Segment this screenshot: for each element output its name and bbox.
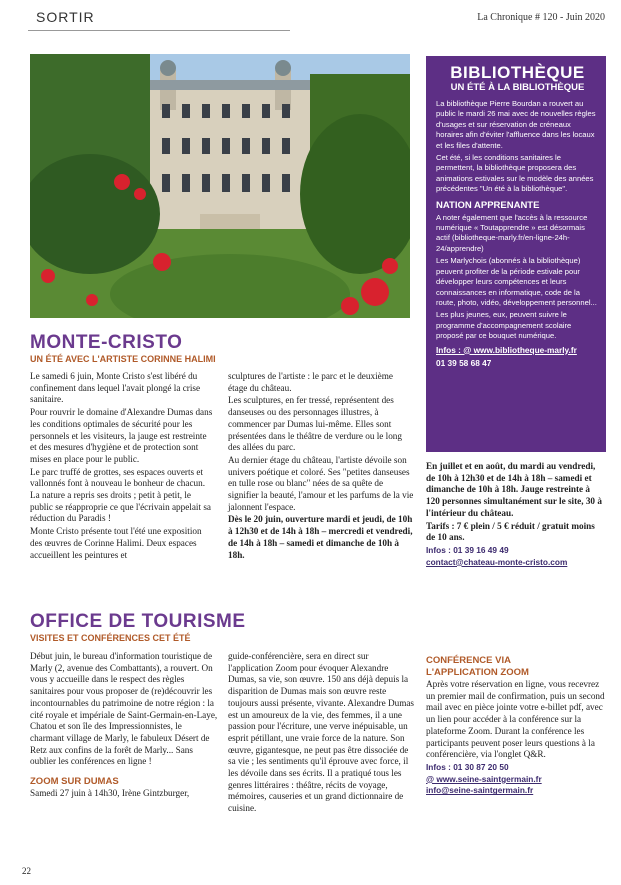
office-column-1 — [30, 651, 218, 801]
monte-cristo-column-3 — [426, 461, 606, 568]
library-paragraph: A noter également que l'accès à la ressource numérique « Toutapprendre » est désormais actif (bibliotheque-marly.fr/en-ligne-24h-24/apprendre) — [436, 212, 588, 253]
office-column-3 — [426, 655, 606, 797]
nation-apprenante-heading: NATION APPRENANTE — [436, 199, 540, 211]
article-paragraph: Le samedi 6 juin, Monte Cristo s'est libéré du confinement dans lequel l'avait plongé la crise sanitaire. — [30, 371, 201, 405]
library-phone: 01 39 58 68 47 — [436, 357, 492, 368]
office-info-phone: Infos : 01 30 87 20 50 — [426, 761, 509, 772]
article-paragraph: Monte Cristo présente tout l'été une exposition des œuvres de Corinne Halimi. Deux espaces accueillent les peintures et — [30, 526, 202, 560]
monte-cristo-column-2 — [228, 371, 414, 562]
library-paragraph: Les plus jeunes, eux, peuvent suivre le programme d'accompagnement scolaire proposé par ce bouquet numérique. — [436, 310, 572, 341]
article-paragraph: Pour rouvrir le domaine d'Alexandre Dumas dans les conditions optimales de sécurité pour les personnels et les visiteurs, la jauge est restreinte et des mesures d'hygiène et de protection sont mises en place pour le public. — [30, 407, 213, 464]
library-paragraph: Cet été, si les conditions sanitaires le permettent, la bibliothèque proposera des animations estivales sur le modèle des années précédentes "Un été à la bibliothèque". — [436, 153, 594, 194]
article-paragraph: Samedi 27 juin à 14h30, Irène Gintzburger, — [30, 788, 190, 799]
monte-cristo-email-link[interactable]: contact@chateau-monte-cristo.com — [426, 556, 568, 567]
office-email-link[interactable]: info@seine-saintgermain.fr — [426, 785, 534, 796]
article-paragraph: Les sculptures, en fer tressé, représentent des danseuses ou des personnages illustres, à commencer par Dumas lui-même. Elles sont présentées dans le théâtre de verdure ou le long des allées du parc. — [228, 395, 402, 453]
conference-heading: L'APPLICATION ZOOM — [426, 667, 529, 678]
summer-hours: En juillet et en août, du mardi au vendredi, de 10h à 12h30 et de 14h à 18h – samedi et dimanche de 10h à 18h. Jauge restreinte à 120 personnes simultanément sur le site, 30 à l'intérieur du château. — [426, 461, 602, 518]
issue-label: La Chronique # 120 - Juin 2020 — [477, 12, 605, 23]
section-title: SORTIR — [36, 9, 95, 25]
office-tourisme-subtitle: VISITES ET CONFÉRENCES CET ÉTÉ — [30, 633, 191, 643]
article-paragraph: Après votre réservation en ligne, vous recevrez un premier mail de confirmation, puis un second mail avec en pièce jointe votre e-billet pdf, avec un lien pour accéder à la conférence sur la plateforme Zoom. Durant la conférence les participants peuvent poser leurs questions à la conférencière, via l'onglet Q&R. — [426, 679, 605, 760]
monte-cristo-column-1 — [30, 371, 215, 562]
office-column-2 — [228, 651, 414, 816]
article-paragraph: Début juin, le bureau d'information touristique de Marly (2, avenue des Combattants), a rouvert. On vous y accueille dans le respect des règles sanitaires pour vous proposer de (re)découvrir les incontournables du patrimoine de notre région : la cité royale et impériale de Saint-Germain-en-Laye, Chatou et son île des Impressionnistes, le charmant village de Marly, le fabuleux Désert de Retz aux confins de la forêt de Marly... Sans oublier les conférences en ligne ! — [30, 651, 218, 767]
article-paragraph: Au dernier étage du château, l'artiste dévoile son univers poétique et coloré. Ses "petites danseuses en tulle rose ou blanc" nées de sa quête de signifier la beauté, l'amour et les parfums de la vie jalonnent l'espace. — [228, 454, 414, 512]
library-paragraph: La bibliothèque Pierre Bourdan a rouvert au public le mardi 26 mai avec de nouvelles règles d'usages et sur réservation de créneaux horaires afin d'éviter l'affluence dans les locaux et les files d'attente. — [436, 99, 596, 150]
opening-hours: Dès le 20 juin, ouverture mardi et jeudi, de 10h à 12h30 et de 14h à 18h – mercredi et vendredi, de 14h à 18h – samedi et dimanche de 10h à 18h. — [228, 514, 413, 560]
article-paragraph: Le parc truffé de grottes, ses espaces ouverts et vallonnés font à nouveau le bonheur de chacun. La nature a repris ses droits ; petit à petit, le public se réapproprie ce que l'écrivain appelait sa réduction du Paradis ! — [30, 466, 211, 524]
library-box — [426, 56, 606, 452]
office-website-link[interactable]: @ www.seine-saintgermain.fr — [426, 773, 542, 784]
monte-cristo-info-phone: Infos : 01 39 16 49 49 — [426, 544, 509, 555]
library-title: BIBLIOTHÈQUE — [450, 63, 585, 82]
monte-cristo-subtitle: UN ÉTÉ AVEC L'ARTISTE CORINNE HALIMI — [30, 354, 216, 364]
zoom-dumas-heading: ZOOM SUR DUMAS — [30, 776, 119, 788]
conference-heading: CONFÉRENCE VIA — [426, 655, 511, 666]
article-paragraph: guide-conférencière, sera en direct sur l'application Zoom pour évoquer Alexandre Dumas, sa vie, son œuvre. 150 ans déjà depuis la disparition de Dumas mais son œuvre reste toujours aussi présente, vivante. Alexandre Dumas est un amoureux de la vie, des femmes, il a une passion pour l'écriture, une verve inépuisable, un esprit pétillant, une vraie force de la nature. Son œuvre, gigantesque, ne peut pas être dissociée de sa vie ; les sentiments qu'il éprouve avec force, il les dévoile dans ses écrits. Il a pratiqué tous les genres littéraires : théâtre, récits de voyage, mémoires, causeries et un grand dictionnaire de cuisine. — [228, 651, 415, 814]
library-paragraph: Les Marlychois (abonnés à la bibliothèque) peuvent profiter de la période estivale pour développer leurs compétences et leurs connaissances en informatique, code de la route, photo, vidéo, développement personnel... — [436, 256, 597, 307]
monte-cristo-title: MONTE-CRISTO — [30, 332, 183, 353]
article-paragraph: sculptures de l'artiste : le parc et le deuxième étage du château. — [228, 371, 393, 393]
tarifs: Tarifs : 7 € plein / 5 € réduit / gratuit moins de 10 ans. — [426, 520, 595, 543]
office-tourisme-title: OFFICE DE TOURISME — [30, 611, 246, 632]
library-website-link[interactable]: Infos : @ www.bibliotheque-marly.fr — [436, 344, 577, 355]
page-number: 22 — [22, 866, 31, 876]
section-divider — [28, 30, 290, 31]
castle-photo — [30, 54, 410, 318]
library-subtitle: UN ÉTÉ À LA BIBLIOTHÈQUE — [450, 82, 585, 93]
